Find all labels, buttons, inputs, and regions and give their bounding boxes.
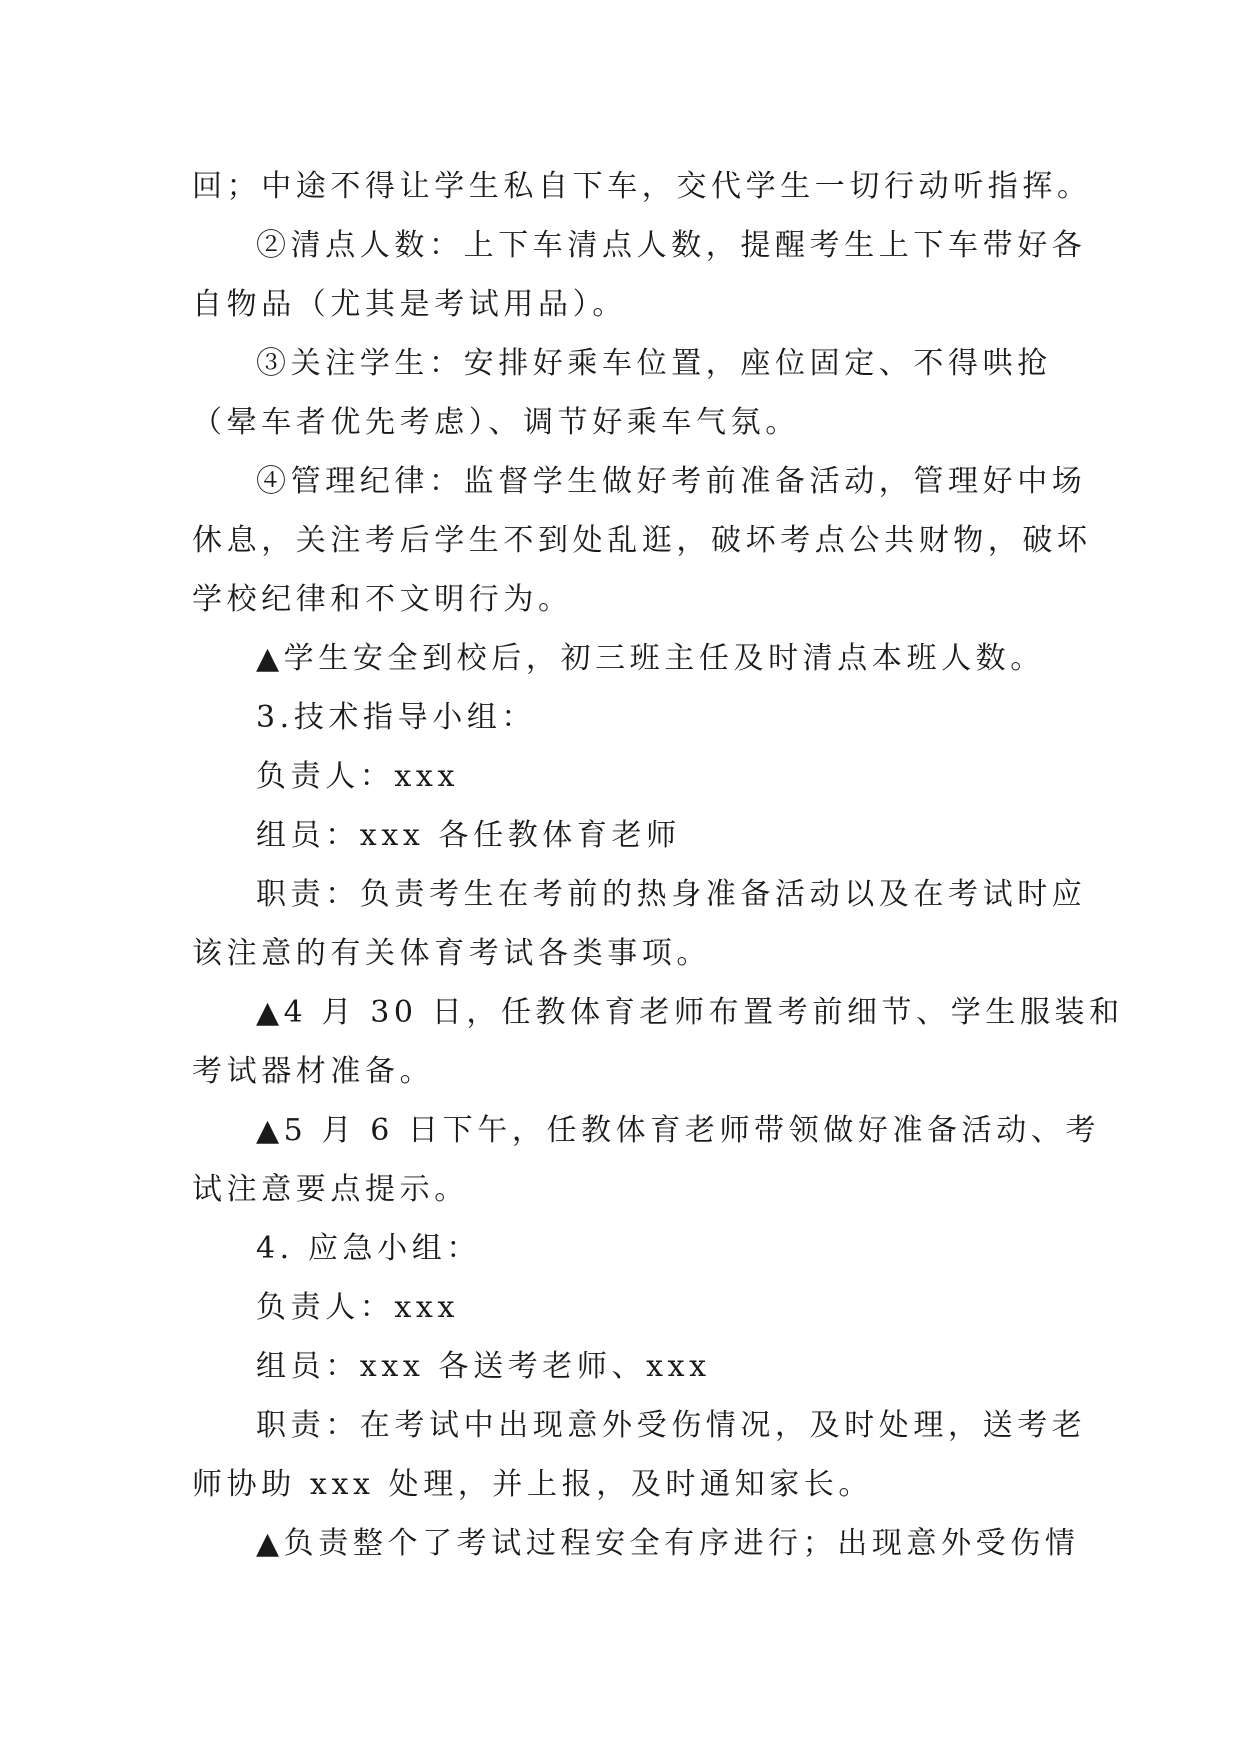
paragraph-line: 学校纪律和不文明行为。 xyxy=(192,582,573,617)
paragraph-line: 组员：xxx 各送考老师、xxx xyxy=(256,1349,711,1384)
paragraph-line: ③关注学生：安排好乘车位置，座位固定、不得哄抢 xyxy=(256,346,1052,381)
paragraph-line: 组员：xxx 各任教体育老师 xyxy=(256,818,681,853)
paragraph-line: 回；中途不得让学生私自下车，交代学生一切行动听指挥。 xyxy=(192,169,1092,204)
section-heading: 4. 应急小组： xyxy=(256,1231,481,1266)
paragraph-line: ▲5 月 6 日下午，任教体育老师带领做好准备活动、考 xyxy=(256,1113,1101,1148)
paragraph-line: 自物品（尤其是考试用品）。 xyxy=(192,287,627,322)
paragraph-line: 负责人：xxx xyxy=(256,1290,459,1325)
paragraph-line: 该注意的有关体育考试各类事项。 xyxy=(192,936,711,971)
section-heading: 3.技术指导小组： xyxy=(256,700,537,735)
paragraph-line: （晕车者优先考虑）、调节好乘车气氛。 xyxy=(192,405,800,440)
paragraph-line: 休息，关注考后学生不到处乱逛，破坏考点公共财物，破坏 xyxy=(192,523,1092,558)
paragraph-line: ②清点人数：上下车清点人数，提醒考生上下车带好各 xyxy=(256,228,1087,263)
paragraph-line: 试注意要点提示。 xyxy=(192,1172,469,1207)
paragraph-line: ▲学生安全到校后，初三班主任及时清点本班人数。 xyxy=(256,641,1045,676)
paragraph-line: 职责：负责考生在考前的热身准备活动以及在考试时应 xyxy=(256,877,1087,912)
paragraph-line: 职责：在考试中出现意外受伤情况，及时处理，送考老 xyxy=(256,1408,1087,1443)
paragraph-line: 师协助 xxx 处理，并上报，及时通知家长。 xyxy=(192,1467,874,1502)
paragraph-line: ④管理纪律：监督学生做好考前准备活动，管理好中场 xyxy=(256,464,1087,499)
paragraph-line: 负责人：xxx xyxy=(256,759,459,794)
paragraph-line: 考试器材准备。 xyxy=(192,1054,435,1089)
paragraph-line: ▲4 月 30 日，任教体育老师布置考前细节、学生服装和 xyxy=(256,995,1124,1030)
paragraph-line: ▲负责整个了考试过程安全有序进行；出现意外受伤情 xyxy=(256,1526,1080,1561)
